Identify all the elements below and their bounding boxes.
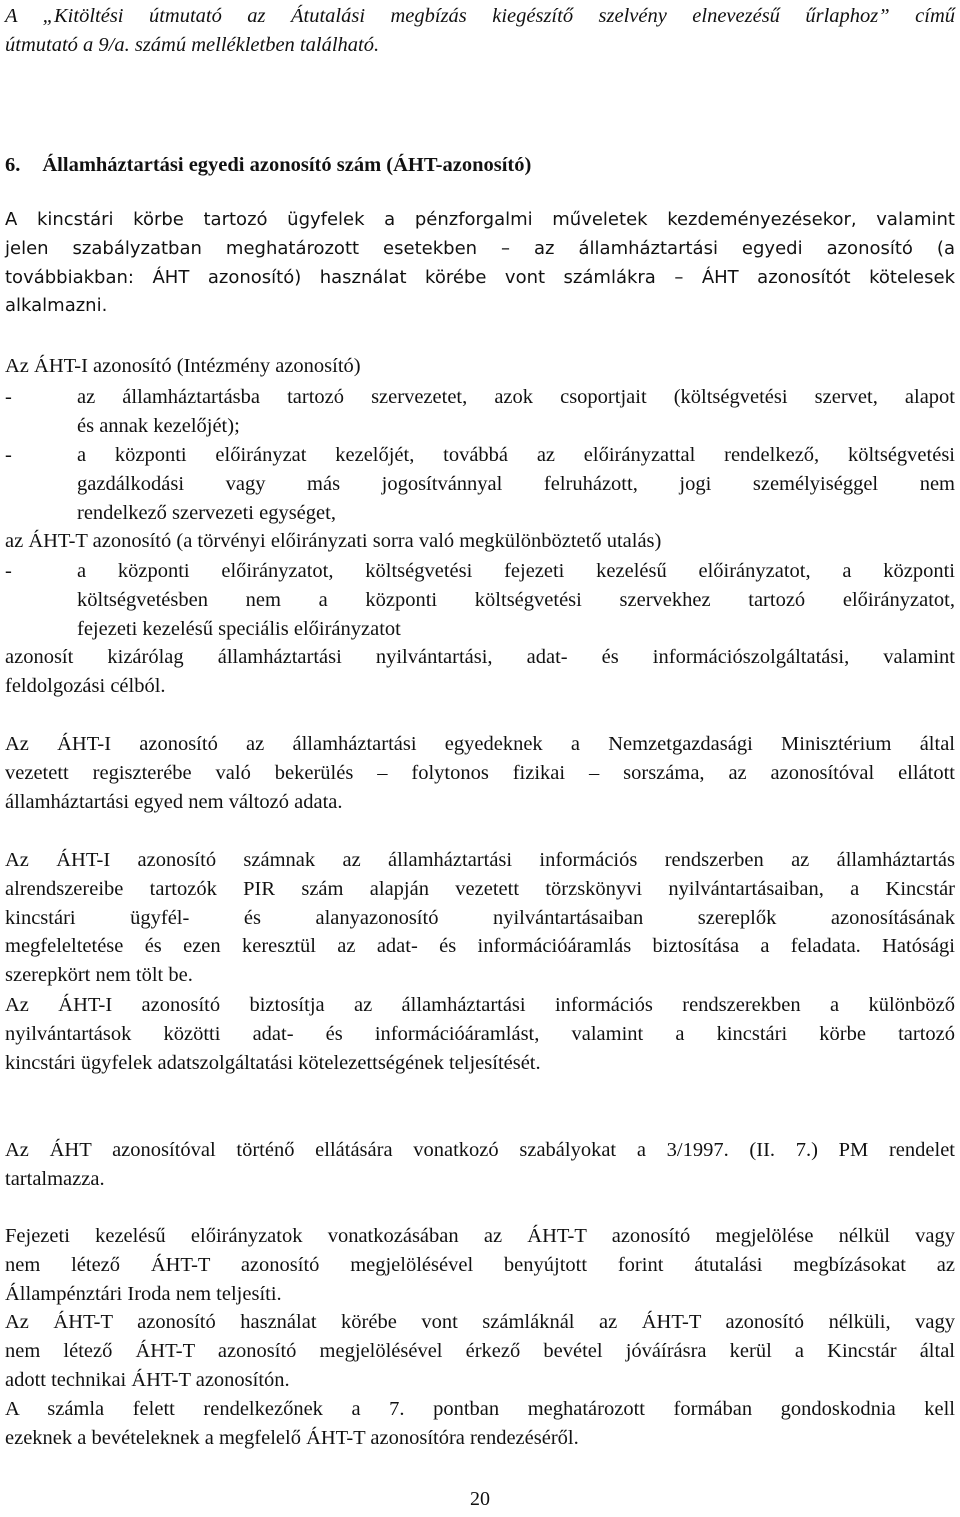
text-line: A kincstári körbe tartozó ügyfelek a pénzforgalmi műveletek kezdeményezésekor, valamint	[5, 209, 955, 230]
page-number: 20	[470, 1488, 490, 1510]
text-line: A „Kitöltési útmutató az Átutalási megbízás kiegészítő szelvény elnevezésű űrlaphoz” című	[5, 5, 955, 27]
list-dash: -	[5, 444, 12, 466]
paragraph-4	[5, 846, 955, 990]
paragraph-1	[5, 206, 955, 321]
section-title: Államháztartási egyedi azonosító szám (ÁHT-azonosító)	[42, 154, 532, 176]
text-line: Az ÁHT azonosítóval történő ellátására vonatkozó szabályokat a 3/1997. (II. 7.) PM rendelet	[5, 1139, 955, 1161]
text-line: szerepkört nem tölt be.	[5, 964, 193, 987]
text-line: megfeleltetése és ezen keresztül az adat- és információáramlás biztosítása a feladata. Hatósági	[5, 935, 955, 958]
text-line: tartalmazza.	[5, 1167, 105, 1190]
text-line: kincstári ügyfél- és alanyazonosító nyilvántartásaiban szereplők azonosításának	[5, 906, 955, 929]
text-line: jelen szabályzatban meghatározott esetekben – az államháztartási egyedi azonosító (a	[5, 237, 955, 259]
text-line: ezeknek a bevételeknek a megfelelő ÁHT-T azonosítóra rendezéséről.	[5, 1426, 579, 1449]
paragraph-5	[5, 991, 955, 1077]
text-line: fejezeti kezelésű speciális előirányzatot	[77, 617, 401, 640]
text-line: és annak kezelőjét);	[77, 414, 240, 437]
text-line: továbbiakban: ÁHT azonosító) használat körébe vont számlákra – ÁHT azonosítót kötelesek	[5, 266, 955, 288]
text-line: a központi előirányzatot, költségvetési fejezeti kezelésű előirányzatot, a központi	[77, 560, 955, 582]
list-dash: -	[5, 560, 12, 582]
text-line: adott technikai ÁHT-T azonosítón.	[5, 1368, 290, 1391]
text-line: Az ÁHT-I azonosító számnak az államháztartási információs rendszerben az államháztartás	[5, 849, 955, 871]
text-line: nem létező ÁHT-T azonosító megjelölésével benyújtott forint átutalási megbízásokat az	[5, 1253, 955, 1276]
text-line: Az ÁHT-I azonosító az államháztartási egyedeknek a Nemzetgazdasági Minisztérium által	[5, 733, 955, 755]
paragraph-2-end	[5, 643, 955, 701]
paragraph-6	[5, 1136, 955, 1194]
text-line: Állampénztári Iroda nem teljesíti.	[5, 1282, 282, 1305]
text-line: gazdálkodási vagy más jogosítvánnyal felruházott, jogi személyiséggel nem	[77, 472, 955, 495]
paragraph-2-mid	[5, 527, 955, 556]
paragraph-7	[5, 1222, 955, 1452]
text-line: rendelkező szervezeti egységet,	[77, 501, 336, 524]
text-line: Az ÁHT-T azonosító használat körébe vont számláknál az ÁHT-T azonosító nélküli, vagy	[5, 1311, 955, 1334]
text-line: az államháztartásba tartozó szervezetet, azok csoportjait (költségvetési szervet, alapot	[77, 386, 955, 408]
paragraph-2-lead	[5, 352, 955, 381]
text-line: nem létező ÁHT-T azonosító megjelölésével érkező bevétel jóváírásra kerül a Kincstár által	[5, 1340, 955, 1363]
text-line: azonosít kizárólag államháztartási nyilvántartási, adat- és információszolgáltatási, valamint	[5, 646, 955, 668]
text-line: Az ÁHT-I azonosító (Intézmény azonosító)	[5, 355, 361, 377]
text-line: feldolgozási célból.	[5, 674, 166, 697]
text-line: alrendszereibe tartozók PIR szám alapján vezetett törzskönyvi nyilvántartásaiban, a Kincstár	[5, 877, 955, 900]
text-line: Fejezeti kezelésű előirányzatok vonatkozásában az ÁHT-T azonosító megjelölése nélkül vagy	[5, 1225, 955, 1247]
text-line: Az ÁHT-I azonosító biztosítja az államháztartási információs rendszerekben a különböző	[5, 994, 955, 1016]
text-line: nyilvántartások közötti adat- és információáramlást, valamint a kincstári körbe tartozó	[5, 1022, 955, 1045]
text-line: alkalmazni.	[5, 295, 108, 317]
text-line: A számla felett rendelkezőnek a 7. pontban meghatározott formában gondoskodnia kell	[5, 1397, 955, 1420]
text-line: útmutató a 9/a. számú mellékletben található.	[5, 34, 380, 56]
text-line: költségvetésben nem a központi költségvetési szervekhez tartozó előirányzatot,	[77, 588, 955, 611]
text-line: az ÁHT-T azonosító (a törvényi előirányzati sorra való megkülönböztető utalás)	[5, 530, 662, 552]
text-line: vezetett regiszterébe való bekerülés – folytonos fizikai – sorszáma, az azonosítóval ellátott	[5, 761, 955, 784]
text-line: a központi előirányzat kezelőjét, továbbá az előirányzattal rendelkező, költségvetési	[77, 444, 955, 466]
intro-paragraph	[5, 2, 955, 60]
section-number: 6.	[5, 154, 21, 176]
list-dash: -	[5, 386, 12, 408]
section-heading	[5, 151, 955, 180]
text-line: kincstári ügyfelek adatszolgáltatási kötelezettségének teljesítését.	[5, 1051, 541, 1074]
paragraph-3	[5, 730, 955, 816]
text-line: államháztartási egyed nem változó adata.	[5, 790, 343, 813]
